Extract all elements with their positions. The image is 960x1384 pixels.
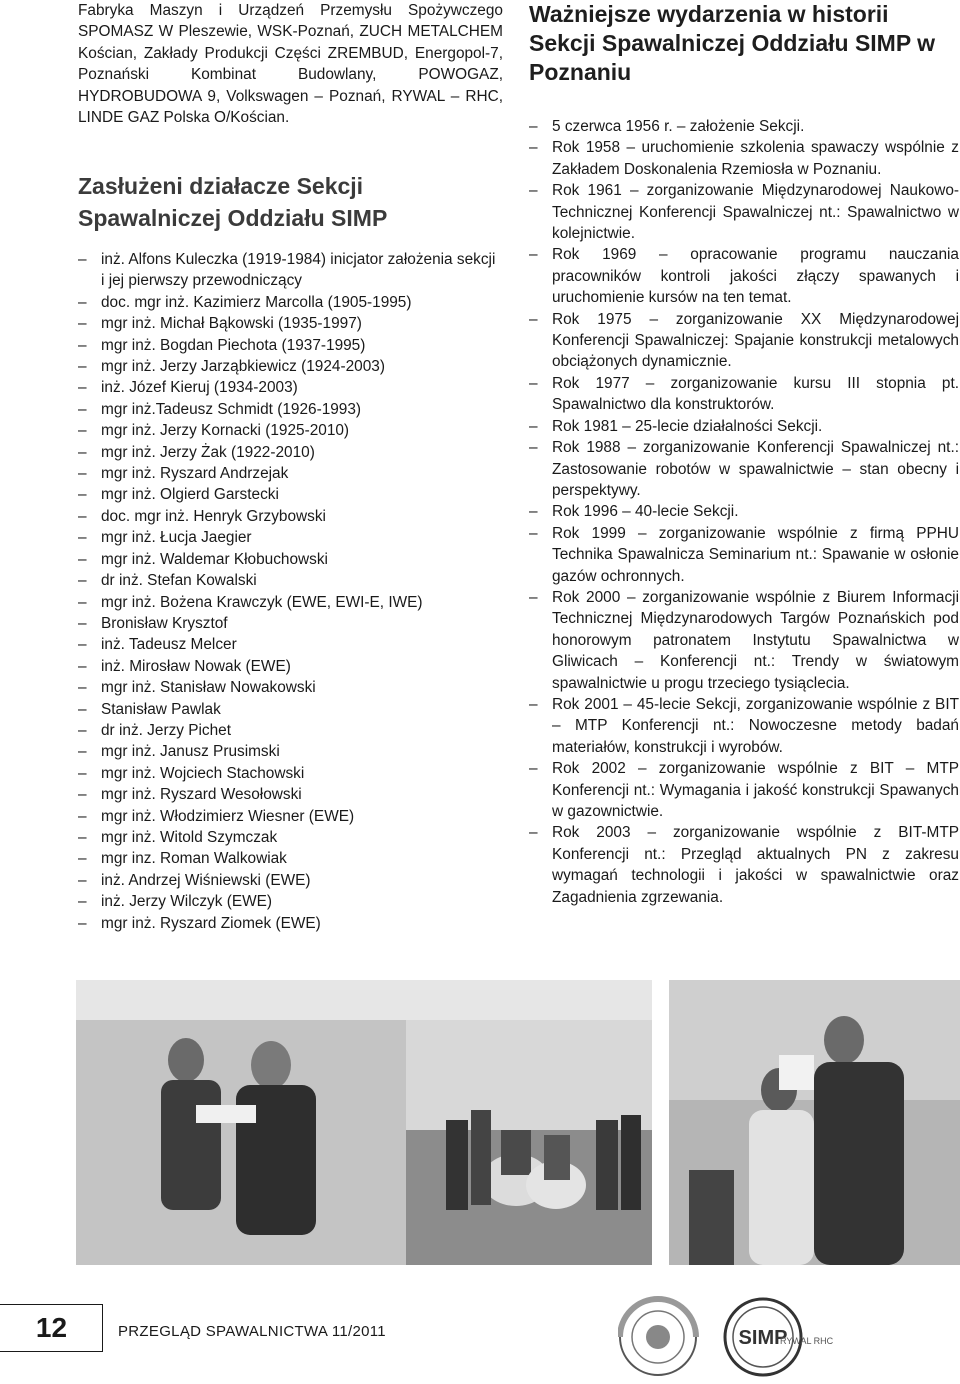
member-item: – mgr inż. Michał Bąkowski (1935-1997): [78, 313, 503, 334]
member-item: – mgr inż. Ryszard Ziomek (EWE): [78, 913, 503, 934]
event-item: – Rok 1996 – 40-lecie Sekcji.: [529, 501, 959, 522]
simp-logo-text: SIMP: [738, 1327, 788, 1349]
members-heading: Zasłużeni działacze Sekcji Spawalniczej Oddziału SIMP: [78, 173, 388, 231]
member-item: – mgr inż. Jerzy Jarząbkiewicz (1924-2003): [78, 356, 503, 377]
member-item: – mgr inż. Ryszard Andrzejak: [78, 463, 503, 484]
member-item: – Bronisław Krysztof: [78, 613, 503, 634]
member-item: – inż. Tadeusz Melcer: [78, 634, 503, 655]
member-item: – inż. Alfons Kuleczka (1919-1984) inicjator założenia sekcji i jej pierwszy przewodniczący: [78, 249, 503, 292]
event-item: – Rok 1969 – opracowanie programu nauczania pracowników kontroli jakości złączy spawanych i uruchomienie kursów na ten temat.: [529, 244, 959, 308]
member-item: – mgr inż. Łucja Jaegier: [78, 527, 503, 548]
member-item: – doc. mgr inż. Henryk Grzybowski: [78, 506, 503, 527]
event-item: – Rok 1988 – zorganizowanie Konferencji Spawalniczej nt.: Zastosowanie robotów w spawalnictwie – stan obecny i perspektywy.: [529, 437, 959, 501]
event-item: – Rok 1961 – zorganizowanie Międzynarodowej Naukowo-Technicznej Konferencji Spawalniczej nt.: Spawalnictwo w kolejnictwie.: [529, 180, 959, 244]
member-item: – mgr inż. Olgierd Garstecki: [78, 484, 503, 505]
member-item: – mgr inż. Jerzy Kornacki (1925-2010): [78, 420, 503, 441]
event-photo-left: [76, 980, 652, 1265]
member-item: – dr inż. Stefan Kowalski: [78, 570, 503, 591]
event-item: – Rok 2003 – zorganizowanie wspólnie z BIT-MTP Konferencji nt.: Przegląd aktualnych PN z zakresu wymagań technologii i jakości w spawalnictwie oraz Zagadnienia zgrzewania.: [529, 822, 959, 908]
member-item: – mgr inż. Wojciech Stachowski: [78, 763, 503, 784]
member-item: – mgr inż. Waldemar Kłobuchowski: [78, 549, 503, 570]
member-item: – inż. Andrzej Wiśniewski (EWE): [78, 870, 503, 891]
member-item: – mgr inż. Jerzy Żak (1922-2010): [78, 442, 503, 463]
event-item: – Rok 2000 – zorganizowanie wspólnie z Biurem Informacji Technicznej Międzynarodowych Targów Poznańskich pod honorowym patronatem Instytutu Spawalnictwa w Gliwicach – Konferencji nt.: Trendy w światowym spawalnictwie u progu trzeciego tysiąclecia.: [529, 587, 959, 694]
member-item: – mgr inż.Tadeusz Schmidt (1926-1993): [78, 399, 503, 420]
member-item: – mgr inż. Bożena Krawczyk (EWE, EWI-E, IWE): [78, 592, 503, 613]
member-item: – mgr inż. Bogdan Piechota (1937-1995): [78, 335, 503, 356]
events-heading: Ważniejsze wydarzenia w historii Sekcji Spawalniczej Oddziału SIMP w Poznaniu: [529, 1, 936, 85]
page-number: 12: [35, 1312, 68, 1343]
event-item: – Rok 1999 – zorganizowanie wspólnie z firmą PPHU Technika Spawalnicza Seminarium nt.: Spawanie w osłonie gazów ochronnych.: [529, 523, 959, 587]
event-item: – Rok 1958 – uruchomienie szkolenia spawaczy wspólnie z Zakładem Doskonalenia Rzemiosła w Poznaniu.: [529, 137, 959, 180]
event-item: – Rok 2001 – 45-lecie Sekcji, zorganizowanie wspólnie z BIT – MTP Konferencji nt.: Nowoczesne metody badań materiałów, konstrukcji i wyrobów.: [529, 694, 959, 758]
member-item: – dr inż. Jerzy Pichet: [78, 720, 503, 741]
member-item: – inż. Józef Kieruj (1934-2003): [78, 377, 503, 398]
member-item: – mgr inż. Witold Szymczak: [78, 827, 503, 848]
member-item: – Stanisław Pawlak: [78, 699, 503, 720]
event-item: – Rok 2002 – zorganizowanie wspólnie z BIT – MTP Konferencji nt.: Wymagania i jakość konstrukcji Spawanych w gazownictwie.: [529, 758, 959, 822]
magazine-name: PRZEGLĄD SPAWALNICTWA 11/2011: [118, 1323, 386, 1340]
member-item: – mgr inz. Roman Walkowiak: [78, 848, 503, 869]
member-item: – inż. Mirosław Nowak (EWE): [78, 656, 503, 677]
event-photo-right: [669, 980, 960, 1265]
event-item: – Rok 1977 – zorganizowanie kursu III stopnia pt. Spawalnictwo dla konstruktorów.: [529, 373, 959, 416]
event-item: – Rok 1975 – zorganizowanie XX Międzynarodowej Konferencji Spawalniczej: Spajanie konstrukcji metalowych obciążonych dynamicznie.: [529, 309, 959, 373]
rywal-logo: RYWAL RHC: [780, 1336, 834, 1346]
member-item: – mgr inż. Stanisław Nowakowski: [78, 677, 503, 698]
member-item: – inż. Jerzy Wilczyk (EWE): [78, 891, 503, 912]
members-list: [78, 249, 503, 934]
event-item: – Rok 1981 – 25-lecie działalności Sekcji.: [529, 416, 959, 437]
intro-paragraph: Fabryka Maszyn i Urządzeń Przemysłu Spożywczego SPOMASZ W Pleszewie, WSK-Poznań, ZUCH METALCHEM Kościan, Zakłady Produkcji Części ZREMBUD, Energopol-7, Poznański Kombinat Budowlany, POWOGAZ, HYDROBUDOWA 9, Volkswagen – Poznań, RYWAL – RHC, LINDE GAZ Polska O/Kościan.: [78, 2, 503, 127]
member-item: – mgr inż. Ryszard Wesołowski: [78, 784, 503, 805]
events-list: [529, 116, 959, 908]
member-item: – doc. mgr inż. Kazimierz Marcolla (1905-1995): [78, 292, 503, 313]
event-item: – 5 czerwca 1956 r. – założenie Sekcji.: [529, 116, 959, 137]
member-item: – mgr inż. Janusz Prusimski: [78, 741, 503, 762]
member-item: – mgr inż. Włodzimierz Wiesner (EWE): [78, 806, 503, 827]
